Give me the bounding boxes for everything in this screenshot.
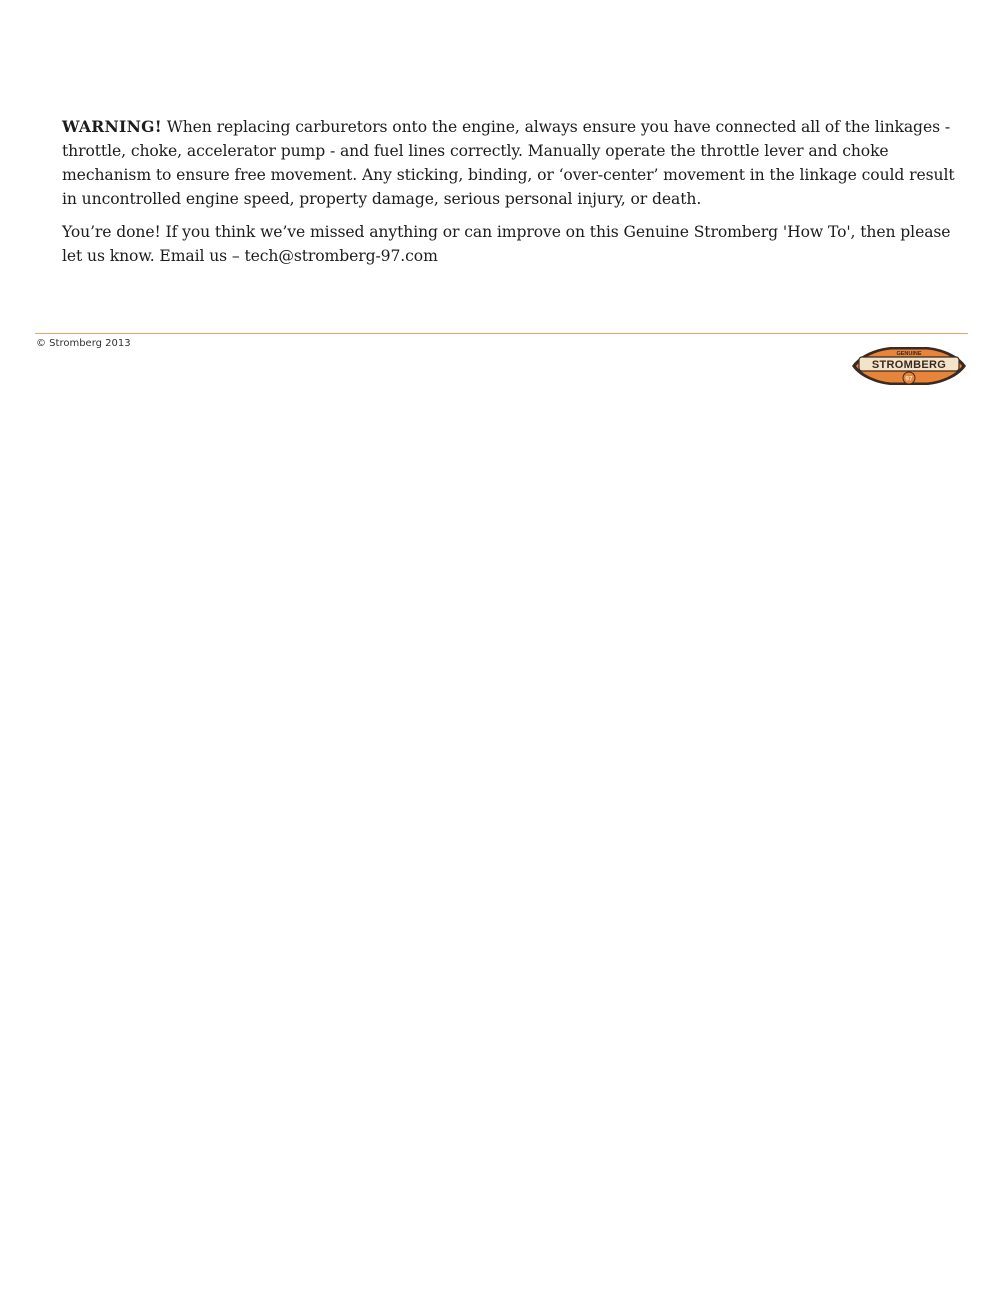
closing-paragraph: You’re done! If you think we’ve missed anything or can improve on this Genuine Stromberg 'How To', then please let us know. Email us – tech@stromberg-97.com	[62, 223, 951, 265]
warning-paragraph	[62, 115, 967, 211]
logo-top-text: GENUINE	[896, 351, 922, 357]
warning-text: When replacing carburetors onto the engine, always ensure you have connected all of the linkages - throttle, choke, accelerator pump - and fuel lines correctly. Manually operate the throttle lever and choke mechanism to ensure free movement. Any sticking, binding, or ‘over-center’ movement in the linkage could result in uncontrolled engine speed, property damage, serious personal injury, or death.	[62, 118, 955, 208]
warning-label: WARNING!	[62, 117, 162, 136]
stromberg-logo	[850, 343, 968, 389]
stromberg-logo-icon	[850, 343, 968, 389]
logo-badge-text: 97	[905, 375, 913, 383]
logo-brand-text: STROMBERG	[871, 359, 947, 371]
footer-divider	[35, 333, 968, 334]
body-text	[62, 115, 967, 268]
copyright-notice: © Stromberg 2013	[36, 338, 131, 349]
